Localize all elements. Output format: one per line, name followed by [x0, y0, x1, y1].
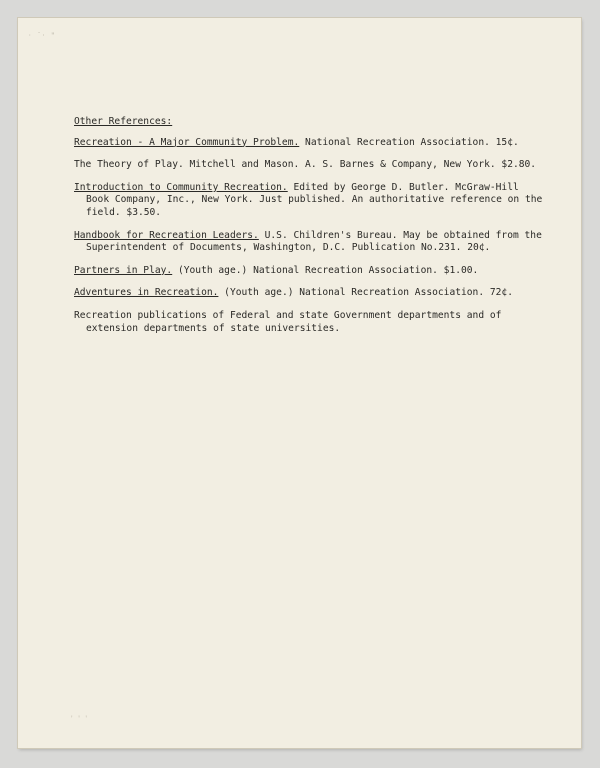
corner-pencil-mark: · ˉ· " [28, 32, 56, 39]
reference-item [74, 230, 544, 255]
section-heading: Other References: [74, 116, 173, 127]
reference-details: (Youth age.) National Recreation Association. 72¢. [218, 287, 513, 299]
reference-item [74, 159, 544, 172]
reference-title: Introduction to Community Recreation. [74, 181, 288, 193]
reference-item [74, 310, 544, 335]
reference-title: Handbook for Recreation Leaders. [74, 229, 259, 241]
reference-title: Recreation - A Major Community Problem. [74, 136, 300, 148]
reference-item [74, 265, 544, 278]
reference-details: The Theory of Play. Mitchell and Mason. A. S. Barnes & Company, New York. $2.80. [74, 159, 537, 171]
reference-title: Partners in Play. [74, 264, 173, 276]
reference-details: Recreation publications of Federal and state Government departments and of extension departments of state universities. [74, 309, 502, 334]
reference-details: Edited by George D. Butler. McGraw-Hill Book Company, Inc., New York. Just published. An authoritative reference on the field. $3.50. [86, 181, 543, 218]
reference-item [74, 182, 544, 220]
bottom-pencil-mark: ' ' ' [70, 715, 89, 722]
references-section [74, 116, 544, 345]
document-page [18, 18, 581, 748]
reference-item [74, 287, 544, 300]
reference-title: Adventures in Recreation. [74, 287, 219, 299]
reference-details: (Youth age.) National Recreation Association. $1.00. [172, 264, 479, 276]
reference-details: National Recreation Association. 15¢. [299, 136, 519, 148]
reference-item [74, 137, 544, 150]
reference-details: U.S. Children's Bureau. May be obtained from the Superintendent of Documents, Washington, D.C. Publication No.231. 20¢. [86, 229, 542, 254]
